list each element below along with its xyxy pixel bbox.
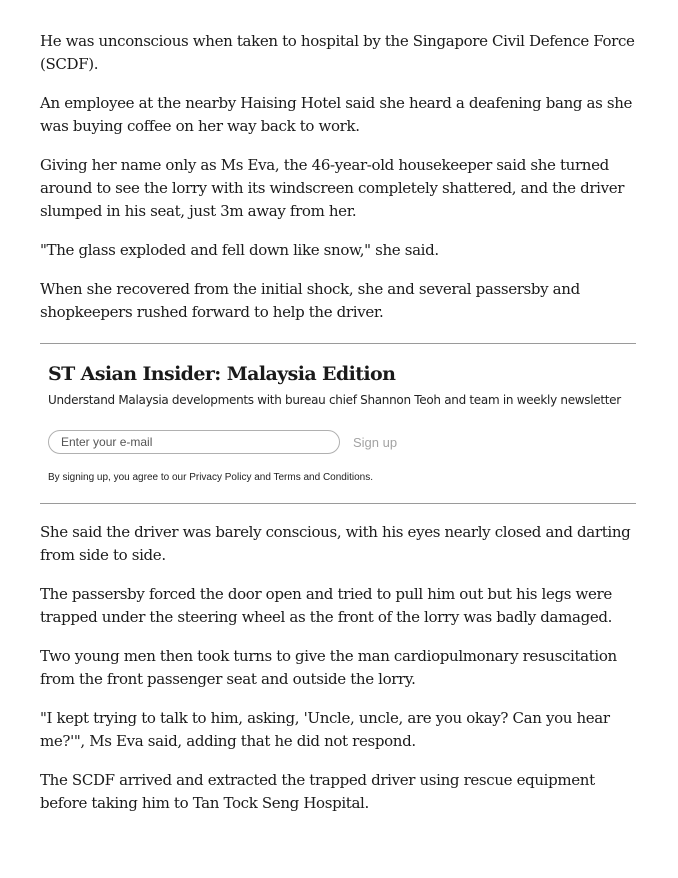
article-paragraph: When she recovered from the initial shock, she and several passersby and shopkeepers rushed forward to help the driver. <box>40 280 580 321</box>
article-paragraph: An employee at the nearby Haising Hotel said she heard a deafening bang as she was buying coffee on her way back to work. <box>40 94 633 135</box>
newsletter-terms: By signing up, you agree to our Privacy Policy and Terms and Conditions. <box>48 472 373 483</box>
article-paragraph: The passersby forced the door open and tried to pull him out but his legs were trapped under the steering wheel as the front of the lorry was badly damaged. <box>40 585 613 626</box>
article-paragraph: Two young men then took turns to give the man cardiopulmonary resuscitation from the front passenger seat and outside the lorry. <box>40 647 617 688</box>
article-paragraph: Giving her name only as Ms Eva, the 46-year-old housekeeper said she turned around to see the lorry with its windscreen completely shattered, and the driver slumped in his seat, just 3m away from her. <box>40 156 625 220</box>
article-paragraph: "The glass exploded and fell down like snow," she said. <box>40 241 439 259</box>
newsletter-title: ST Asian Insider: Malaysia Edition <box>48 363 396 385</box>
article-paragraph: She said the driver was barely conscious, with his eyes nearly closed and darting from side to side. <box>40 523 631 564</box>
newsletter-form <box>48 430 636 454</box>
sign-up-button[interactable]: Sign up <box>350 435 400 450</box>
article-paragraph: "I kept trying to talk to him, asking, 'Uncle, uncle, are you okay? Can you hear me?'", Ms Eva said, adding that he did not respond. <box>40 709 610 750</box>
article-paragraph: The SCDF arrived and extracted the trapped driver using rescue equipment before taking him to Tan Tock Seng Hospital. <box>40 771 595 812</box>
newsletter-signup-box <box>40 343 636 504</box>
article-body <box>40 30 646 831</box>
article-paragraph: He was unconscious when taken to hospital by the Singapore Civil Defence Force (SCDF). <box>40 32 635 73</box>
newsletter-subtitle: Understand Malaysia developments with bureau chief Shannon Teoh and team in weekly newsletter <box>48 393 621 407</box>
email-input[interactable] <box>48 430 340 454</box>
